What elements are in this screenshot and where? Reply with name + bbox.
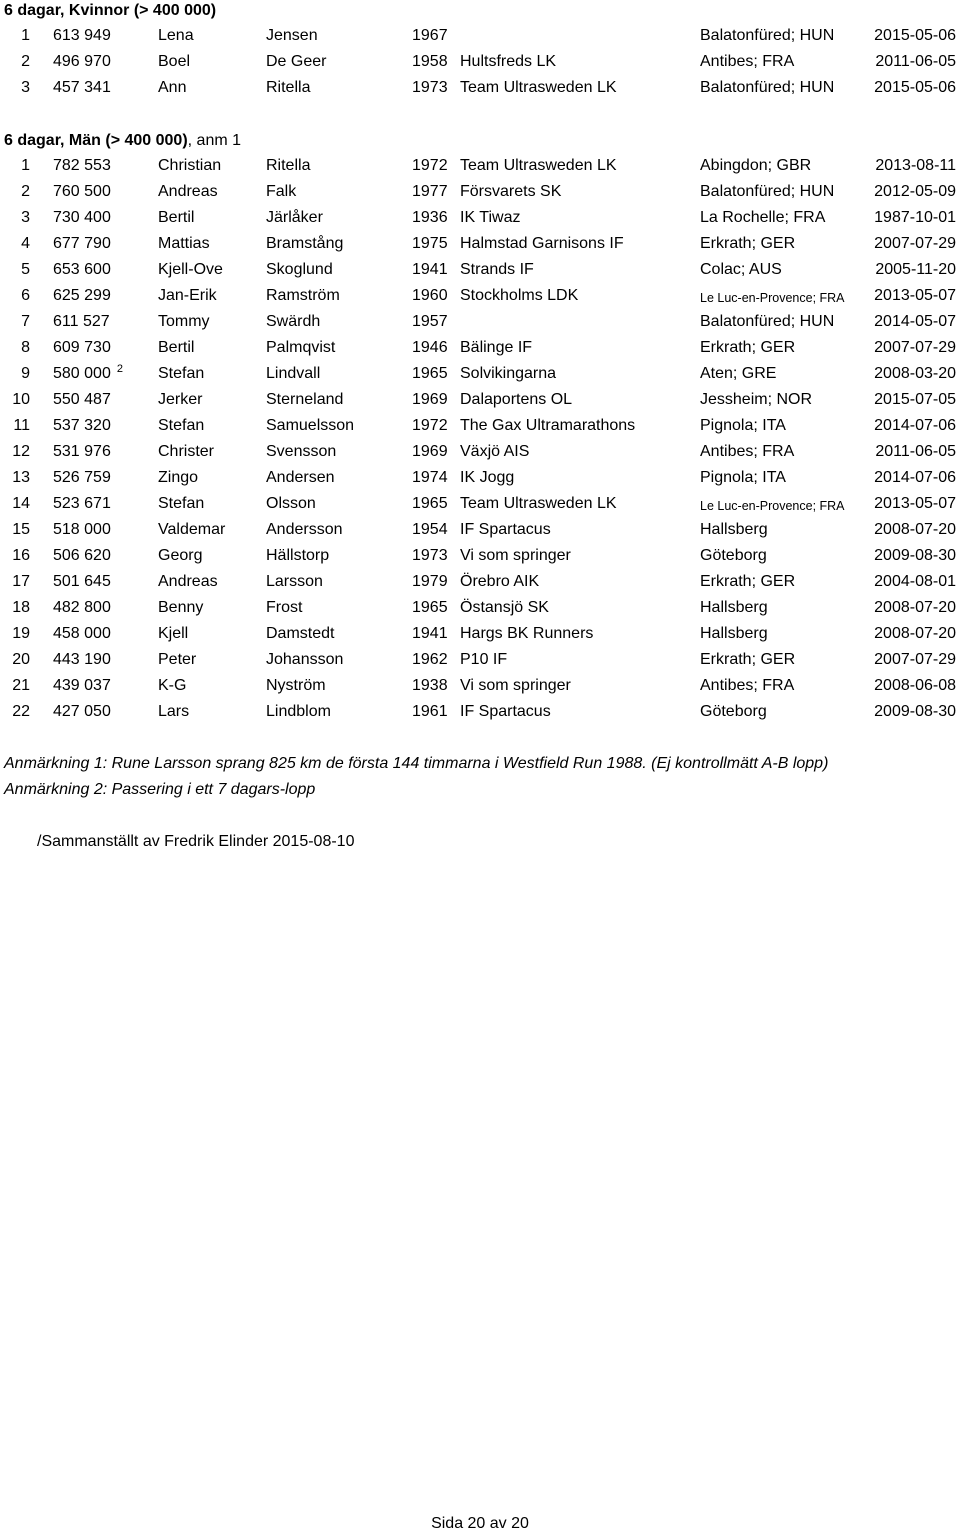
cell-dist: 457 341 bbox=[53, 79, 111, 96]
table-row bbox=[0, 520, 960, 546]
cell-club: IF Spartacus bbox=[460, 703, 551, 720]
cell-dist: 518 000 bbox=[53, 521, 111, 538]
cell-rank: 6 bbox=[21, 287, 30, 304]
cell-last: Järlåker bbox=[266, 209, 323, 226]
cell-year: 1961 bbox=[412, 703, 448, 720]
cell-year: 1969 bbox=[412, 443, 448, 460]
cell-dist: 609 730 bbox=[53, 339, 111, 356]
cell-first: Stefan bbox=[158, 495, 205, 512]
cell-date: 2015-05-06 bbox=[874, 27, 956, 44]
cell-place: Le Luc-en-Provence; FRA bbox=[700, 499, 845, 513]
cell-rank: 16 bbox=[12, 547, 30, 564]
cell-rank: 22 bbox=[12, 703, 30, 720]
cell-club: Strands IF bbox=[460, 261, 534, 278]
cell-rank: 2 bbox=[21, 53, 30, 70]
cell-rank: 3 bbox=[21, 79, 30, 96]
cell-place: Jessheim; NOR bbox=[700, 391, 813, 408]
cell-place: Erkrath; GER bbox=[700, 235, 796, 252]
cell-club: The Gax Ultramarathons bbox=[460, 417, 636, 434]
cell-place: Balatonfüred; HUN bbox=[700, 79, 835, 96]
cell-last: Palmqvist bbox=[266, 339, 336, 356]
cell-dist: 458 000 bbox=[53, 625, 111, 642]
page-footer: Sida 20 av 20 bbox=[431, 1515, 529, 1532]
cell-place: La Rochelle; FRA bbox=[700, 209, 826, 226]
cell-place: Erkrath; GER bbox=[700, 573, 796, 590]
cell-year: 1965 bbox=[412, 365, 448, 382]
cell-place: Abingdon; GBR bbox=[700, 157, 812, 174]
cell-last: Johansson bbox=[266, 651, 344, 668]
cell-dist: 501 645 bbox=[53, 573, 111, 590]
cell-first: Kjell-Ove bbox=[158, 261, 223, 278]
cell-rank: 3 bbox=[21, 209, 30, 226]
cell-place: Antibes; FRA bbox=[700, 53, 795, 70]
table-row bbox=[0, 182, 960, 208]
cell-place: Erkrath; GER bbox=[700, 339, 796, 356]
cell-first: Lena bbox=[158, 27, 194, 44]
table-row bbox=[0, 260, 960, 286]
cell-dist: 677 790 bbox=[53, 235, 111, 252]
table-row bbox=[0, 312, 960, 338]
cell-place: Antibes; FRA bbox=[700, 443, 795, 460]
cell-dist: 531 976 bbox=[53, 443, 111, 460]
cell-last: Ramström bbox=[266, 287, 340, 304]
cell-last: Skoglund bbox=[266, 261, 333, 278]
cell-first: Ann bbox=[158, 79, 187, 96]
cell-club: Halmstad Garnisons IF bbox=[460, 235, 624, 252]
cell-last: Nyström bbox=[266, 677, 326, 694]
cell-dist: 625 299 bbox=[53, 287, 111, 304]
cell-date: 2008-07-20 bbox=[874, 599, 956, 616]
table-row bbox=[0, 338, 960, 364]
cell-club: Växjö AIS bbox=[460, 443, 530, 460]
table-row bbox=[0, 572, 960, 598]
cell-dist: 496 970 bbox=[53, 53, 111, 70]
table-row bbox=[0, 468, 960, 494]
table-row bbox=[0, 702, 960, 728]
cell-club: Vi som springer bbox=[460, 547, 571, 564]
cell-place: Colac; AUS bbox=[700, 261, 782, 278]
cell-last: Frost bbox=[266, 599, 303, 616]
cell-first: Bertil bbox=[158, 339, 195, 356]
cell-date: 2004-08-01 bbox=[874, 573, 956, 590]
cell-club: Team Ultrasweden LK bbox=[460, 495, 617, 512]
cell-date: 2013-08-11 bbox=[875, 157, 956, 174]
cell-club: Försvarets SK bbox=[460, 183, 562, 200]
cell-date: 2009-08-30 bbox=[874, 703, 956, 720]
cell-year: 1977 bbox=[412, 183, 448, 200]
cell-dist: 613 949 bbox=[53, 27, 111, 44]
cell-place: Erkrath; GER bbox=[700, 651, 796, 668]
cell-rank: 20 bbox=[12, 651, 30, 668]
cell-date: 2008-06-08 bbox=[874, 677, 956, 694]
cell-dist: 506 620 bbox=[53, 547, 111, 564]
cell-dist: 443 190 bbox=[53, 651, 111, 668]
women-title-text: 6 dagar, Kvinnor (> 400 000) bbox=[4, 2, 217, 19]
cell-club: IK Jogg bbox=[460, 469, 515, 486]
cell-dist: 550 487 bbox=[53, 391, 111, 408]
cell-dist: 760 500 bbox=[53, 183, 111, 200]
cell-date: 2014-07-06 bbox=[874, 469, 956, 486]
cell-dist: 580 000 $^2$ bbox=[53, 363, 123, 382]
cell-club: Örebro AIK bbox=[460, 573, 540, 590]
cell-club: Dalaportens OL bbox=[460, 391, 573, 408]
cell-year: 1962 bbox=[412, 651, 448, 668]
cell-dist: 427 050 bbox=[53, 703, 111, 720]
cell-first: Benny bbox=[158, 599, 204, 616]
cell-year: 1957 bbox=[412, 313, 448, 330]
cell-last: Andersen bbox=[266, 469, 335, 486]
cell-last: Bramstång bbox=[266, 235, 344, 252]
cell-year: 1954 bbox=[412, 521, 448, 538]
table-row bbox=[0, 650, 960, 676]
table-row bbox=[0, 208, 960, 234]
cell-date: 2014-07-06 bbox=[874, 417, 956, 434]
cell-first: Jan-Erik bbox=[158, 287, 217, 304]
cell-year: 1974 bbox=[412, 469, 448, 486]
cell-year: 1973 bbox=[412, 79, 448, 96]
cell-club: Hargs BK Runners bbox=[460, 625, 594, 642]
cell-rank: 7 bbox=[21, 313, 30, 330]
cell-rank: 19 bbox=[12, 625, 30, 642]
cell-rank: 4 bbox=[21, 235, 30, 252]
cell-first: Mattias bbox=[158, 235, 210, 252]
cell-first: Boel bbox=[158, 53, 191, 70]
cell-date: 2011-06-05 bbox=[875, 53, 956, 70]
cell-club: Bälinge IF bbox=[460, 339, 533, 356]
cell-date: 2008-07-20 bbox=[874, 625, 956, 642]
cell-place: Göteborg bbox=[700, 703, 767, 720]
cell-place: Pignola; ITA bbox=[700, 417, 786, 434]
table-row bbox=[0, 598, 960, 624]
cell-first: Kjell bbox=[158, 625, 189, 642]
cell-last: Damstedt bbox=[266, 625, 335, 642]
cell-first: Christian bbox=[158, 157, 222, 174]
cell-rank: 15 bbox=[12, 521, 30, 538]
cell-date: 2013-05-07 bbox=[874, 287, 956, 304]
table-row bbox=[0, 234, 960, 260]
cell-place: Pignola; ITA bbox=[700, 469, 786, 486]
cell-year: 1972 bbox=[412, 417, 448, 434]
cell-year: 1960 bbox=[412, 287, 448, 304]
cell-year: 1941 bbox=[412, 261, 448, 278]
cell-last: Ritella bbox=[266, 157, 311, 174]
table-row bbox=[0, 52, 960, 78]
cell-first: K-G bbox=[158, 677, 187, 694]
cell-place: Balatonfüred; HUN bbox=[700, 313, 835, 330]
cell-rank: 12 bbox=[12, 443, 30, 460]
cell-last: De Geer bbox=[266, 53, 327, 70]
cell-dist: 523 671 bbox=[53, 495, 111, 512]
cell-club: P10 IF bbox=[460, 651, 508, 668]
cell-first: Peter bbox=[158, 651, 197, 668]
cell-club: Östansjö SK bbox=[460, 599, 549, 616]
footnote-ref: 2 bbox=[116, 363, 123, 375]
cell-first: Zingo bbox=[158, 469, 199, 486]
cell-first: Valdemar bbox=[158, 521, 226, 538]
table-row bbox=[0, 624, 960, 650]
cell-date: 2012-05-09 bbox=[874, 183, 956, 200]
table-row bbox=[0, 494, 960, 520]
cell-dist: 782 553 bbox=[53, 157, 111, 174]
cell-rank: 11 bbox=[13, 417, 30, 434]
cell-year: 1973 bbox=[412, 547, 448, 564]
cell-first: Jerker bbox=[158, 391, 203, 408]
cell-place: Göteborg bbox=[700, 547, 767, 564]
cell-place: Hallsberg bbox=[700, 599, 768, 616]
cell-rank: 2 bbox=[21, 183, 30, 200]
cell-dist: 526 759 bbox=[53, 469, 111, 486]
table-row bbox=[0, 442, 960, 468]
cell-rank: 13 bbox=[12, 469, 30, 486]
cell-date: 2014-05-07 bbox=[874, 313, 956, 330]
cell-dist: 730 400 bbox=[53, 209, 111, 226]
cell-rank: 17 bbox=[12, 573, 30, 590]
cell-first: Tommy bbox=[158, 313, 210, 330]
cell-date: 2008-03-20 bbox=[874, 365, 956, 382]
cell-date: 2015-05-06 bbox=[874, 79, 956, 96]
cell-dist: 482 800 bbox=[53, 599, 111, 616]
women-section-title bbox=[4, 2, 216, 20]
compiled-by: /Sammanställt av Fredrik Elinder 2015-08-10 bbox=[37, 833, 355, 850]
cell-last: Svensson bbox=[266, 443, 337, 460]
cell-date: 2013-05-07 bbox=[874, 495, 956, 512]
cell-last: Falk bbox=[266, 183, 297, 200]
cell-year: 1979 bbox=[412, 573, 448, 590]
cell-rank: 8 bbox=[21, 339, 30, 356]
cell-year: 1941 bbox=[412, 625, 448, 642]
cell-last: Lindblom bbox=[266, 703, 331, 720]
cell-year: 1938 bbox=[412, 677, 448, 694]
cell-year: 1965 bbox=[412, 495, 448, 512]
cell-last: Swärdh bbox=[266, 313, 321, 330]
cell-date: 2009-08-30 bbox=[874, 547, 956, 564]
cell-rank: 5 bbox=[21, 261, 30, 278]
cell-place: Le Luc-en-Provence; FRA bbox=[700, 291, 845, 305]
cell-year: 1972 bbox=[412, 157, 448, 174]
cell-last: Olsson bbox=[266, 495, 316, 512]
cell-club: Vi som springer bbox=[460, 677, 571, 694]
cell-first: Andreas bbox=[158, 573, 218, 590]
cell-last: Ritella bbox=[266, 79, 311, 96]
table-row bbox=[0, 390, 960, 416]
cell-club: Team Ultrasweden LK bbox=[460, 79, 617, 96]
table-row bbox=[0, 156, 960, 182]
table-row bbox=[0, 364, 960, 390]
cell-dist: 611 527 bbox=[53, 313, 110, 330]
cell-date: 2011-06-05 bbox=[875, 443, 956, 460]
table-row bbox=[0, 676, 960, 702]
cell-club: Hultsfreds LK bbox=[460, 53, 557, 70]
cell-rank: 9 bbox=[21, 365, 30, 382]
cell-first: Andreas bbox=[158, 183, 218, 200]
cell-first: Lars bbox=[158, 703, 190, 720]
cell-place: Balatonfüred; HUN bbox=[700, 183, 835, 200]
table-row bbox=[0, 286, 960, 312]
cell-place: Antibes; FRA bbox=[700, 677, 795, 694]
cell-first: Bertil bbox=[158, 209, 195, 226]
men-title-note-ref: , anm 1 bbox=[187, 132, 242, 149]
table-row bbox=[0, 546, 960, 572]
cell-last: Andersson bbox=[266, 521, 343, 538]
cell-place: Aten; GRE bbox=[700, 365, 777, 382]
table-row bbox=[0, 78, 960, 104]
cell-rank: 1 bbox=[21, 157, 30, 174]
cell-rank: 18 bbox=[12, 599, 30, 616]
cell-date: 1987-10-01 bbox=[874, 209, 956, 226]
cell-date: 2015-07-05 bbox=[874, 391, 956, 408]
table-row bbox=[0, 416, 960, 442]
note-1: Anmärkning 1: Rune Larsson sprang 825 km de första 144 timmarna i Westfield Run 1988. (Ej kontrollmätt A-B lopp) bbox=[4, 755, 829, 772]
cell-year: 1969 bbox=[412, 391, 448, 408]
cell-rank: 14 bbox=[12, 495, 30, 512]
cell-year: 1958 bbox=[412, 53, 448, 70]
cell-last: Hällstorp bbox=[266, 547, 330, 564]
cell-place: Balatonfüred; HUN bbox=[700, 27, 835, 44]
cell-year: 1975 bbox=[412, 235, 448, 252]
cell-dist: 537 320 bbox=[53, 417, 111, 434]
cell-first: Georg bbox=[158, 547, 203, 564]
cell-last: Larsson bbox=[266, 573, 323, 590]
cell-year: 1967 bbox=[412, 27, 448, 44]
cell-club: Solvikingarna bbox=[460, 365, 557, 382]
cell-dist: 653 600 bbox=[53, 261, 111, 278]
cell-date: 2007-07-29 bbox=[874, 339, 956, 356]
cell-year: 1946 bbox=[412, 339, 448, 356]
cell-rank: 10 bbox=[12, 391, 30, 408]
cell-place: Hallsberg bbox=[700, 625, 768, 642]
cell-rank: 1 bbox=[21, 27, 30, 44]
cell-first: Stefan bbox=[158, 365, 205, 382]
cell-first: Christer bbox=[158, 443, 215, 460]
cell-dist: 439 037 bbox=[53, 677, 111, 694]
cell-date: 2007-07-29 bbox=[874, 651, 956, 668]
cell-club: Stockholms LDK bbox=[460, 287, 579, 304]
cell-rank: 21 bbox=[12, 677, 30, 694]
cell-last: Samuelsson bbox=[266, 417, 355, 434]
cell-last: Jensen bbox=[266, 27, 318, 44]
cell-club: Team Ultrasweden LK bbox=[460, 157, 617, 174]
cell-date: 2005-11-20 bbox=[875, 261, 956, 278]
cell-last: Lindvall bbox=[266, 365, 321, 382]
men-title-text: 6 dagar, Män (> 400 000) bbox=[4, 132, 188, 149]
table-row bbox=[0, 26, 960, 52]
cell-year: 1936 bbox=[412, 209, 448, 226]
cell-club: IF Spartacus bbox=[460, 521, 551, 538]
men-section-title bbox=[4, 132, 241, 150]
cell-place: Hallsberg bbox=[700, 521, 768, 538]
cell-year: 1965 bbox=[412, 599, 448, 616]
cell-last: Sterneland bbox=[266, 391, 344, 408]
cell-club: IK Tiwaz bbox=[460, 209, 521, 226]
cell-date: 2007-07-29 bbox=[874, 235, 956, 252]
cell-first: Stefan bbox=[158, 417, 205, 434]
note-2: Anmärkning 2: Passering i ett 7 dagars-lopp bbox=[4, 781, 316, 798]
cell-date: 2008-07-20 bbox=[874, 521, 956, 538]
